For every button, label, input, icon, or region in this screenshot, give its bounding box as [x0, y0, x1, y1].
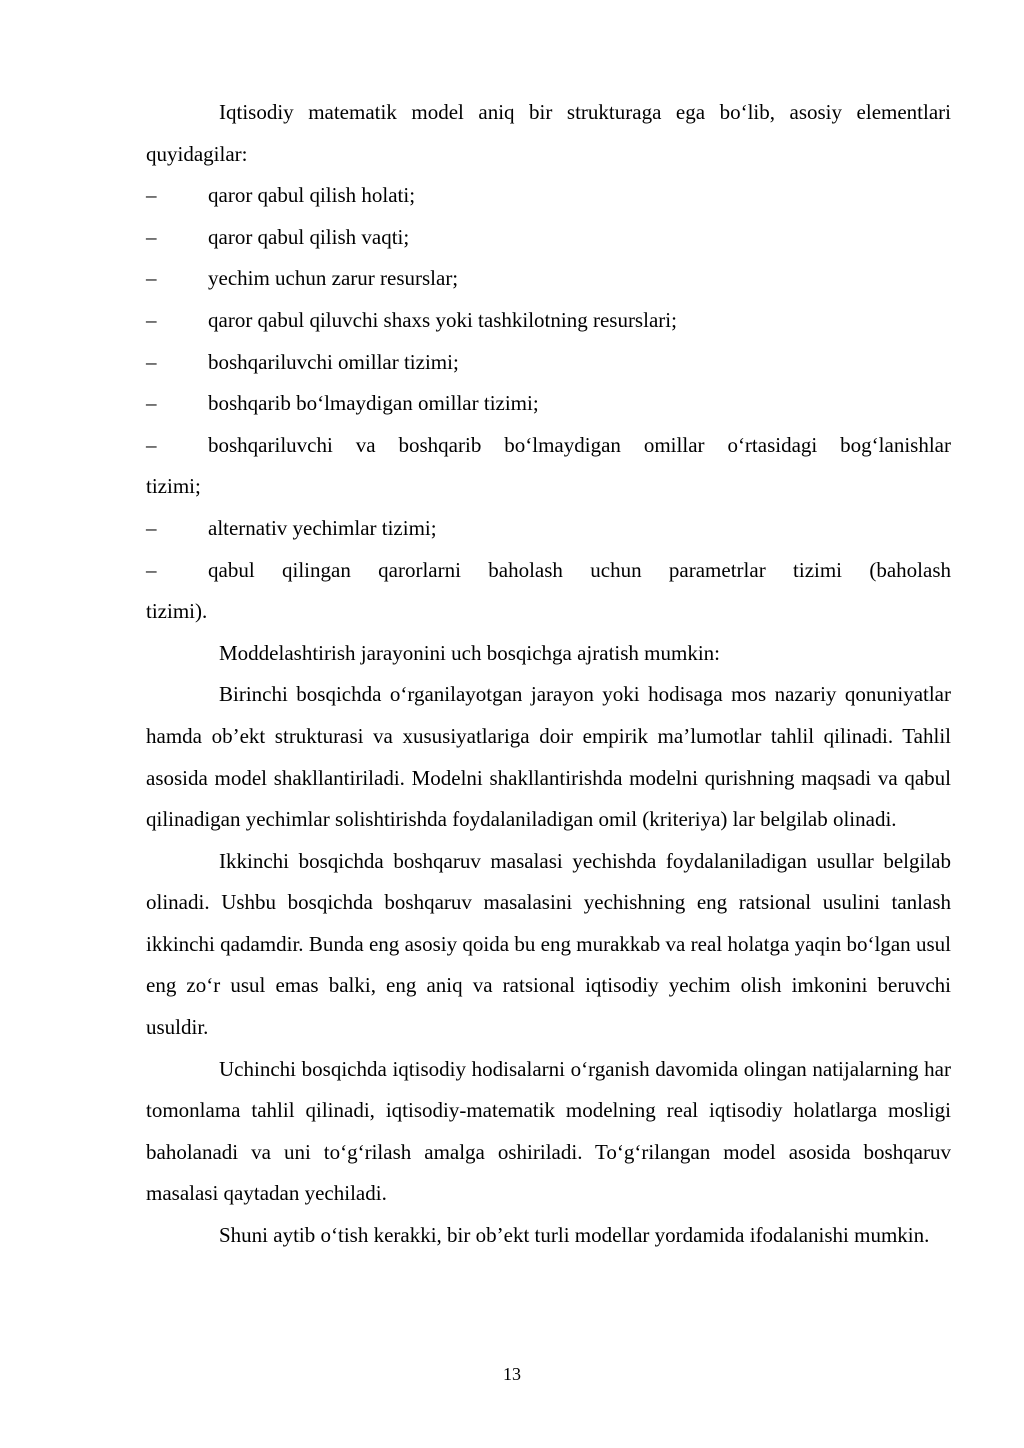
- dash-icon: –: [146, 349, 157, 374]
- dash-icon: –: [146, 266, 157, 291]
- third-stage-paragraph: Uchinchi bosqichda iqtisodiy hodisalarni o‘rganish davomida olingan natijalarning har tomonlama tahlil qilinadi, iqtisodiy-matematik modelning real iqtisodiy holatlarga mosligi baholanadi va uni to‘g‘rilash amalga oshiriladi. To‘g‘rilangan model asosida boshqaruv masalasi qaytadan yechiladi.: [146, 1056, 951, 1206]
- list-item-text: qabul qilingan qarorlarni baholash uchun parametrlar tizimi (baholash tizimi).: [146, 557, 951, 624]
- intro-paragraph: Iqtisodiy matematik model aniq bir strukturaga ega bo‘lib, asosiy elementlari quyidagilar:: [146, 100, 951, 166]
- list-item: – qaror qabul qilish vaqti;: [146, 217, 951, 259]
- dash-icon: –: [146, 391, 157, 416]
- dash-icon: –: [146, 515, 157, 540]
- dash-icon: –: [146, 224, 157, 249]
- list-item: [146, 425, 951, 508]
- element-list: [146, 175, 951, 633]
- list-item: – alternativ yechimlar tizimi;: [146, 508, 951, 550]
- second-stage-paragraph: Ikkinchi bosqichda boshqaruv masalasi yechishda foydalaniladigan usullar belgilab olinadi. Ushbu bosqichda boshqaruv masalasini yechishning eng ratsional usulini tanlash ikkinchi qadamdir. Bunda eng asosiy qoida bu eng murakkab va real holatga yaqin bo‘lgan usul eng zo‘r usul emas balki, eng aniq va ratsional iqtisodiy yechim olish imkonini beruvchi usuldir.: [146, 848, 951, 1040]
- list-item-text: boshqariluvchi va boshqarib bo‘lmaydigan omillar o‘rtasidagi bog‘lanishlar tizimi;: [146, 432, 951, 499]
- dash-icon: –: [146, 183, 157, 208]
- list-item: – boshqariluvchi omillar tizimi;: [146, 342, 951, 384]
- closing-paragraph: Shuni aytib o‘tish kerakki, bir ob’ekt turli modellar yordamida ifodalanishi mumkin.: [219, 1223, 930, 1248]
- first-stage-paragraph: Birinchi bosqichda o‘rganilayotgan jarayon yoki hodisaga mos nazariy qonuniyatlar hamda ob’ekt strukturasi va xususiyatlariga doir empirik ma’lumotlar tahlil qilinadi. Tahlil asosida model shakllantiriladi. Modelni shakllantirishda modelni qurishning maqsadi va qabul qilinadigan yechimlar solishtirishda foydalaniladigan omil (kriteriya) lar belgilab olinadi.: [146, 682, 951, 832]
- dash-icon: –: [146, 432, 157, 457]
- list-item: – qaror qabul qiluvchi shaxs yoki tashkilotning resurslari;: [146, 300, 951, 342]
- list-item: – qaror qabul qilish holati;: [146, 175, 951, 217]
- list-item: [146, 550, 951, 633]
- list-item: – yechim uchun zarur resurslar;: [146, 258, 951, 300]
- page-number: 13: [503, 1364, 521, 1384]
- dash-icon: –: [146, 557, 157, 582]
- stages-intro-paragraph: Moddelashtirish jarayonini uch bosqichga ajratish mumkin:: [219, 640, 720, 665]
- list-item: – boshqarib bo‘lmaydigan omillar tizimi;: [146, 383, 951, 425]
- dash-icon: –: [146, 307, 157, 332]
- document-page: [146, 92, 951, 1257]
